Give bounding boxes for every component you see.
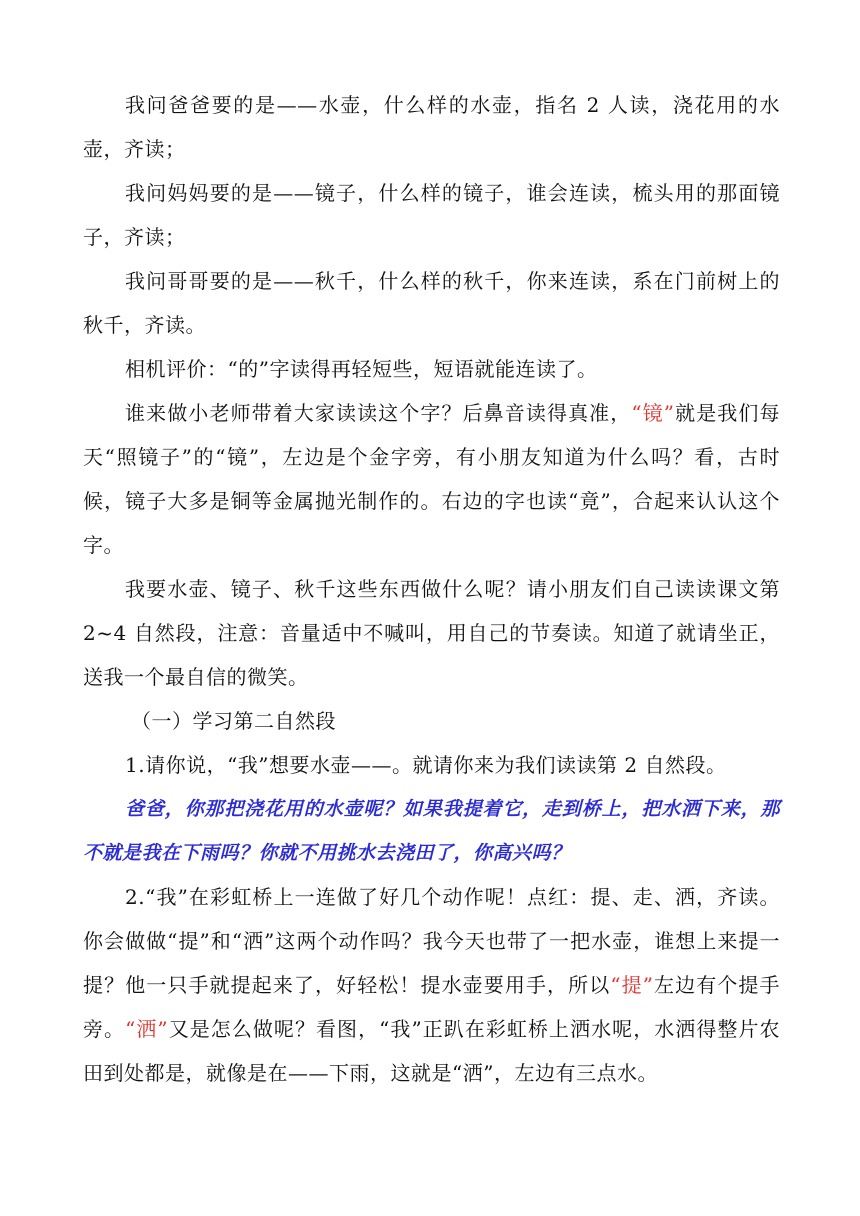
quote-passage: 爸爸，你那把浇花用的水壶呢？如果我提着它，走到桥上，把水洒下来，那不就是我在下雨吗？你就不用挑水去浇田了，你高兴吗？ xyxy=(83,798,780,864)
actions-text-start: 2.“我”在彩虹桥上一连做了好几个动作呢！点红：提、走、洒，齐读。你会做做“提”和“洒”这两个动作吗？我今天也带了一把水壶，谁想上来提一提？他一只手就提起来了，好轻松！提水壶要用手，所以 xyxy=(83,885,780,997)
mirror-text-start: 谁来做小老师带着大家读读这个字？后鼻音读得真准， xyxy=(125,401,632,425)
sprinkle-character-highlight: “洒” xyxy=(125,1017,169,1041)
paragraph-actions xyxy=(83,875,780,1095)
actions-text-middle: 左边有个提手旁。 xyxy=(83,973,781,1041)
paragraph-evaluation: 相机评价：“的”字读得再轻短些，短语就能连读了。 xyxy=(125,357,598,381)
section-heading: （一）学习第二自然段 xyxy=(131,709,336,733)
mirror-character-highlight: “镜” xyxy=(631,401,675,425)
paragraph-mother-mirror: 我问妈妈要的是——镜子，什么样的镜子，谁会连读，梳头用的那面镜子，齐读； xyxy=(83,181,780,249)
lift-character-highlight: “提” xyxy=(610,973,654,997)
paragraph-question-one: 1.请你说，“我”想要水壶——。就请你来为我们读读第 2 自然段。 xyxy=(125,753,727,777)
actions-text-end: 又是怎么做呢？看图，“我”正趴在彩虹桥上洒水呢，水洒得整片农田到处都是，就像是在——下雨，这就是“洒”，左边有三点水。 xyxy=(83,1017,780,1085)
paragraph-reading-task: 我要水壶、镜子、秋千这些东西做什么呢？请小朋友们自己读读课文第 2~4 自然段，注意：音量适中不喊叫，用自己的节奏读。知道了就请坐正，送我一个最自信的微笑。 xyxy=(83,577,780,689)
paragraph-brother-swing: 我问哥哥要的是——秋千，什么样的秋千，你来连读，系在门前树上的秋千，齐读。 xyxy=(83,269,780,337)
paragraph-mirror-character xyxy=(83,391,780,567)
mirror-text-end: 就是我们每天“照镜子”的“镜”，左边是个金字旁，有小朋友知道为什么吗？看，古时候，镜子大多是铜等金属抛光制作的。右边的字也读“竟”，合起来认认这个字。 xyxy=(83,401,781,557)
paragraph-father-kettle: 我问爸爸要的是——水壶，什么样的水壶，指名 2 人读，浇花用的水壶，齐读； xyxy=(83,93,780,161)
